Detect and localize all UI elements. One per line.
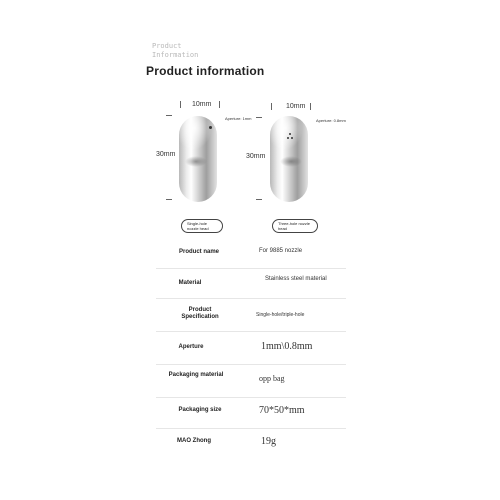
spec-label-specification: Product Specification [181,307,219,320]
height-tick-left-top [166,115,172,116]
height-tick-right-top [256,117,262,118]
spec-label-product-name: Product name [178,249,219,255]
row-divider [156,428,346,429]
spec-label-material: Material [178,280,202,286]
width-label-left: 10mm [192,101,212,108]
spec-value-material: Stainless steel material [265,276,327,282]
spec-label-packaging-size: Packaging size [178,407,222,413]
row-divider [156,364,346,365]
spec-label-weight: MAO Zhong [177,438,211,444]
aperture-note-left: Aperture: 1mm [225,116,252,121]
nozzle-hole-icon [209,126,212,129]
row-divider [156,268,346,269]
width-tick-right-b [310,103,311,110]
spec-value-packaging-size: 70*50*mm [259,405,305,416]
width-label-right: 10mm [286,103,306,110]
nozzle-hole-icon [289,133,291,135]
row-divider [156,298,346,299]
height-label-left: 30mm [156,151,176,158]
tag-three-hole: Three-hole nozzle head [272,219,318,233]
spec-value-weight: 19g [261,436,276,447]
reflection-shadow [280,156,302,167]
watermark-line-1: Product [152,42,182,50]
spec-value-aperture: 1mm\0.8mm [261,341,313,352]
spec-label-packaging-material: Packaging material [168,372,224,378]
height-tick-left-bottom [166,199,172,200]
tag-single-hole: Single-hole nozzle head [181,219,223,233]
row-divider [156,397,346,398]
spec-label-aperture: Aperture [178,344,204,350]
section-title: Product information [146,64,265,78]
spec-value-product-name: For 9885 nozzle [259,248,303,254]
watermark-heading [152,42,198,60]
width-tick-left-a [180,101,181,108]
nozzle-hole-icon [287,137,289,139]
row-divider [156,331,346,332]
watermark-line-2: Information [152,51,199,59]
width-tick-left-b [219,101,220,108]
aperture-note-right: Aperture: 0.8mm [316,118,346,123]
nozzle-hole-icon [291,137,293,139]
single-hole-nozzle-image [179,116,217,202]
three-hole-nozzle-image [270,116,308,202]
spec-value-specification: Single-hole/triple-hole [256,312,305,318]
width-tick-right-a [271,103,272,110]
height-label-right: 30mm [246,153,266,160]
height-tick-right-bottom [256,199,262,200]
spec-value-packaging-material: opp bag [259,374,285,383]
reflection-shadow [185,156,207,167]
